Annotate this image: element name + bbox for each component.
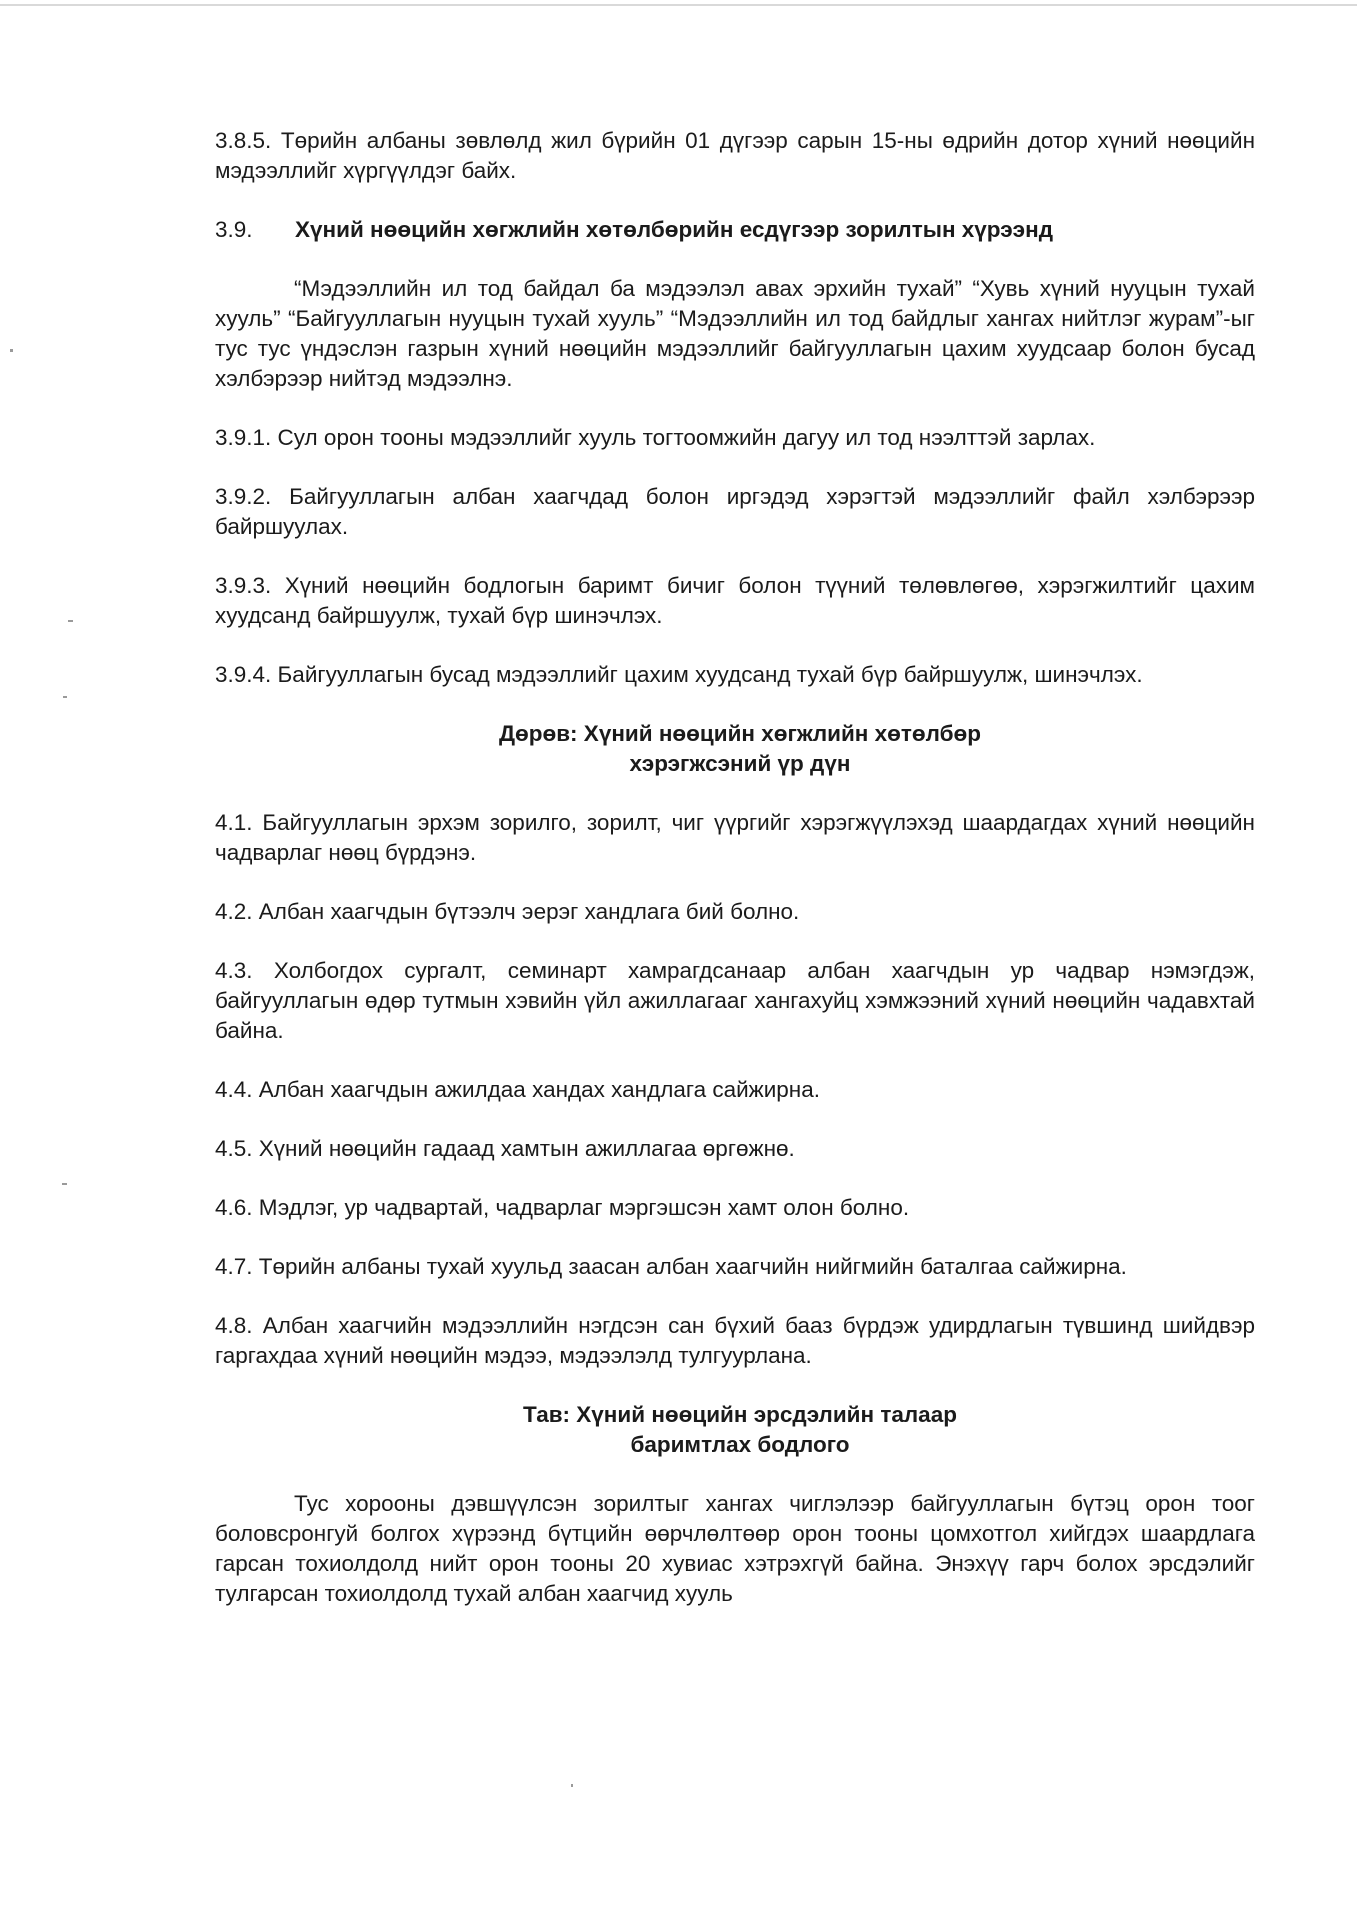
paragraph-risk: Тус хорооны дэвшүүлсэн зорилтыг хангах чиглэлээр байгууллагын бүтэц орон тоог боловсронгуй болгох хүрээнд бүтцийн өөрчлөлтөөр орон тооны цомхотгол хийгдэх шаардлага гарсан тохиолдолд нийт орон тооны 20 хувиас хэтрэхгүй байна. Энэхүү гарч болох эрсдэлийг тулгарсан тохиолдолд тухай албан хаагчид хууль — [215, 1491, 1255, 1606]
section-heading-3-9 — [215, 215, 1255, 245]
document-page — [215, 126, 1255, 1638]
chapter-five-heading — [215, 1400, 1255, 1460]
result-4-4: 4.4. Албан хаагчдын ажилдаа хандах хандлага сайжирна. — [215, 1077, 820, 1102]
scan-top-edge — [0, 4, 1357, 6]
section-title: Хүний нөөцийн хөгжлийн хөтөлбөрийн есдүгээр зорилтын хүрээнд — [295, 217, 1053, 242]
scan-speck — [62, 1183, 67, 1185]
chapter-four-title-line-1: Дөрөв: Хүний нөөцийн хөгжлийн хөтөлбөр — [498, 721, 982, 746]
paragraph-3-9-1: 3.9.1. Сул орон тооны мэдээллийг хууль тогтоомжийн дагуу ил тод нээлттэй зарлах. — [215, 425, 1096, 450]
paragraph-3-8-5: 3.8.5. Төрийн албаны зөвлөлд жил бүрийн 01 дүгээр сарын 15-ны өдрийн дотор хүний нөөцийн мэдээллийг хүргүүлдэг байх. — [215, 128, 1255, 183]
chapter-four-title-line-2: хэрэгжсэний үр дүн — [629, 751, 851, 776]
result-4-2: 4.2. Албан хаагчдын бүтээлч эерэг хандлага бий болно. — [215, 899, 800, 924]
result-4-3: 4.3. Холбогдох сургалт, семинарт хамрагдсанаар албан хаагчдын ур чадвар нэмэгдэж, байгууллагын өдөр тутмын хэвийн үйл ажиллагааг хангахуйц хэмжээний хүний нөөцийн чадавхтай байна. — [215, 958, 1255, 1043]
result-4-6: 4.6. Мэдлэг, ур чадвартай, чадварлаг мэргэшсэн хамт олон болно. — [215, 1195, 910, 1220]
scan-speck — [63, 696, 67, 698]
result-4-7: 4.7. Төрийн албаны тухай хуульд заасан албан хаагчийн нийгмийн баталгаа сайжирна. — [215, 1254, 1127, 1279]
result-4-5: 4.5. Хүний нөөцийн гадаад хамтын ажиллагаа өргөжнө. — [215, 1136, 795, 1161]
paragraph-intro: “Мэдээллийн ил тод байдал ба мэдээлэл авах эрхийн тухай” “Хувь хүний нууцын тухай хууль” “Байгууллагын нууцын тухай хууль” “Мэдээллийн ил тод байдлыг хангах нийтлэг журам”-ыг тус тус үндэслэн газрын хүний нөөцийн мэдээллийг байгууллагын цахим хуудсаар болон бусад хэлбэрээр нийтэд мэдээлнэ. — [215, 276, 1255, 391]
result-4-1: 4.1. Байгууллагын эрхэм зорилго, зорилт, чиг үүргийг хэрэгжүүлэхэд шаардагдах хүний нөөцийн чадварлаг нөөц бүрдэнэ. — [215, 810, 1255, 865]
chapter-five-title-line-1: Тав: Хүний нөөцийн эрсдэлийн талаар — [523, 1402, 957, 1427]
paragraph-3-9-4: 3.9.4. Байгууллагын бусад мэдээллийг цахим хуудсанд тухай бүр байршуулж, шинэчлэх. — [215, 662, 1143, 687]
chapter-five-title-line-2: баримтлах бодлого — [630, 1432, 850, 1457]
scan-speck — [10, 349, 13, 352]
section-number: 3.9. — [215, 217, 253, 242]
scan-speck — [68, 620, 73, 622]
paragraph-3-9-2: 3.9.2. Байгууллагын албан хаагчдад болон иргэдэд хэрэгтэй мэдээллийг файл хэлбэрээр байршуулах. — [215, 484, 1255, 539]
result-4-8: 4.8. Албан хаагчийн мэдээллийн нэгдсэн сан бүхий бааз бүрдэж удирдлагын түвшинд шийдвэр гаргахдаа хүний нөөцийн мэдээ, мэдээлэлд тулгуурлана. — [215, 1313, 1255, 1368]
scan-speck — [571, 1784, 573, 1787]
paragraph-3-9-3: 3.9.3. Хүний нөөцийн бодлогын баримт бичиг болон түүний төлөвлөгөө, хэрэгжилтийг цахим хуудсанд байршуулж, тухай бүр шинэчлэх. — [215, 573, 1255, 628]
chapter-four-heading — [215, 719, 1255, 779]
